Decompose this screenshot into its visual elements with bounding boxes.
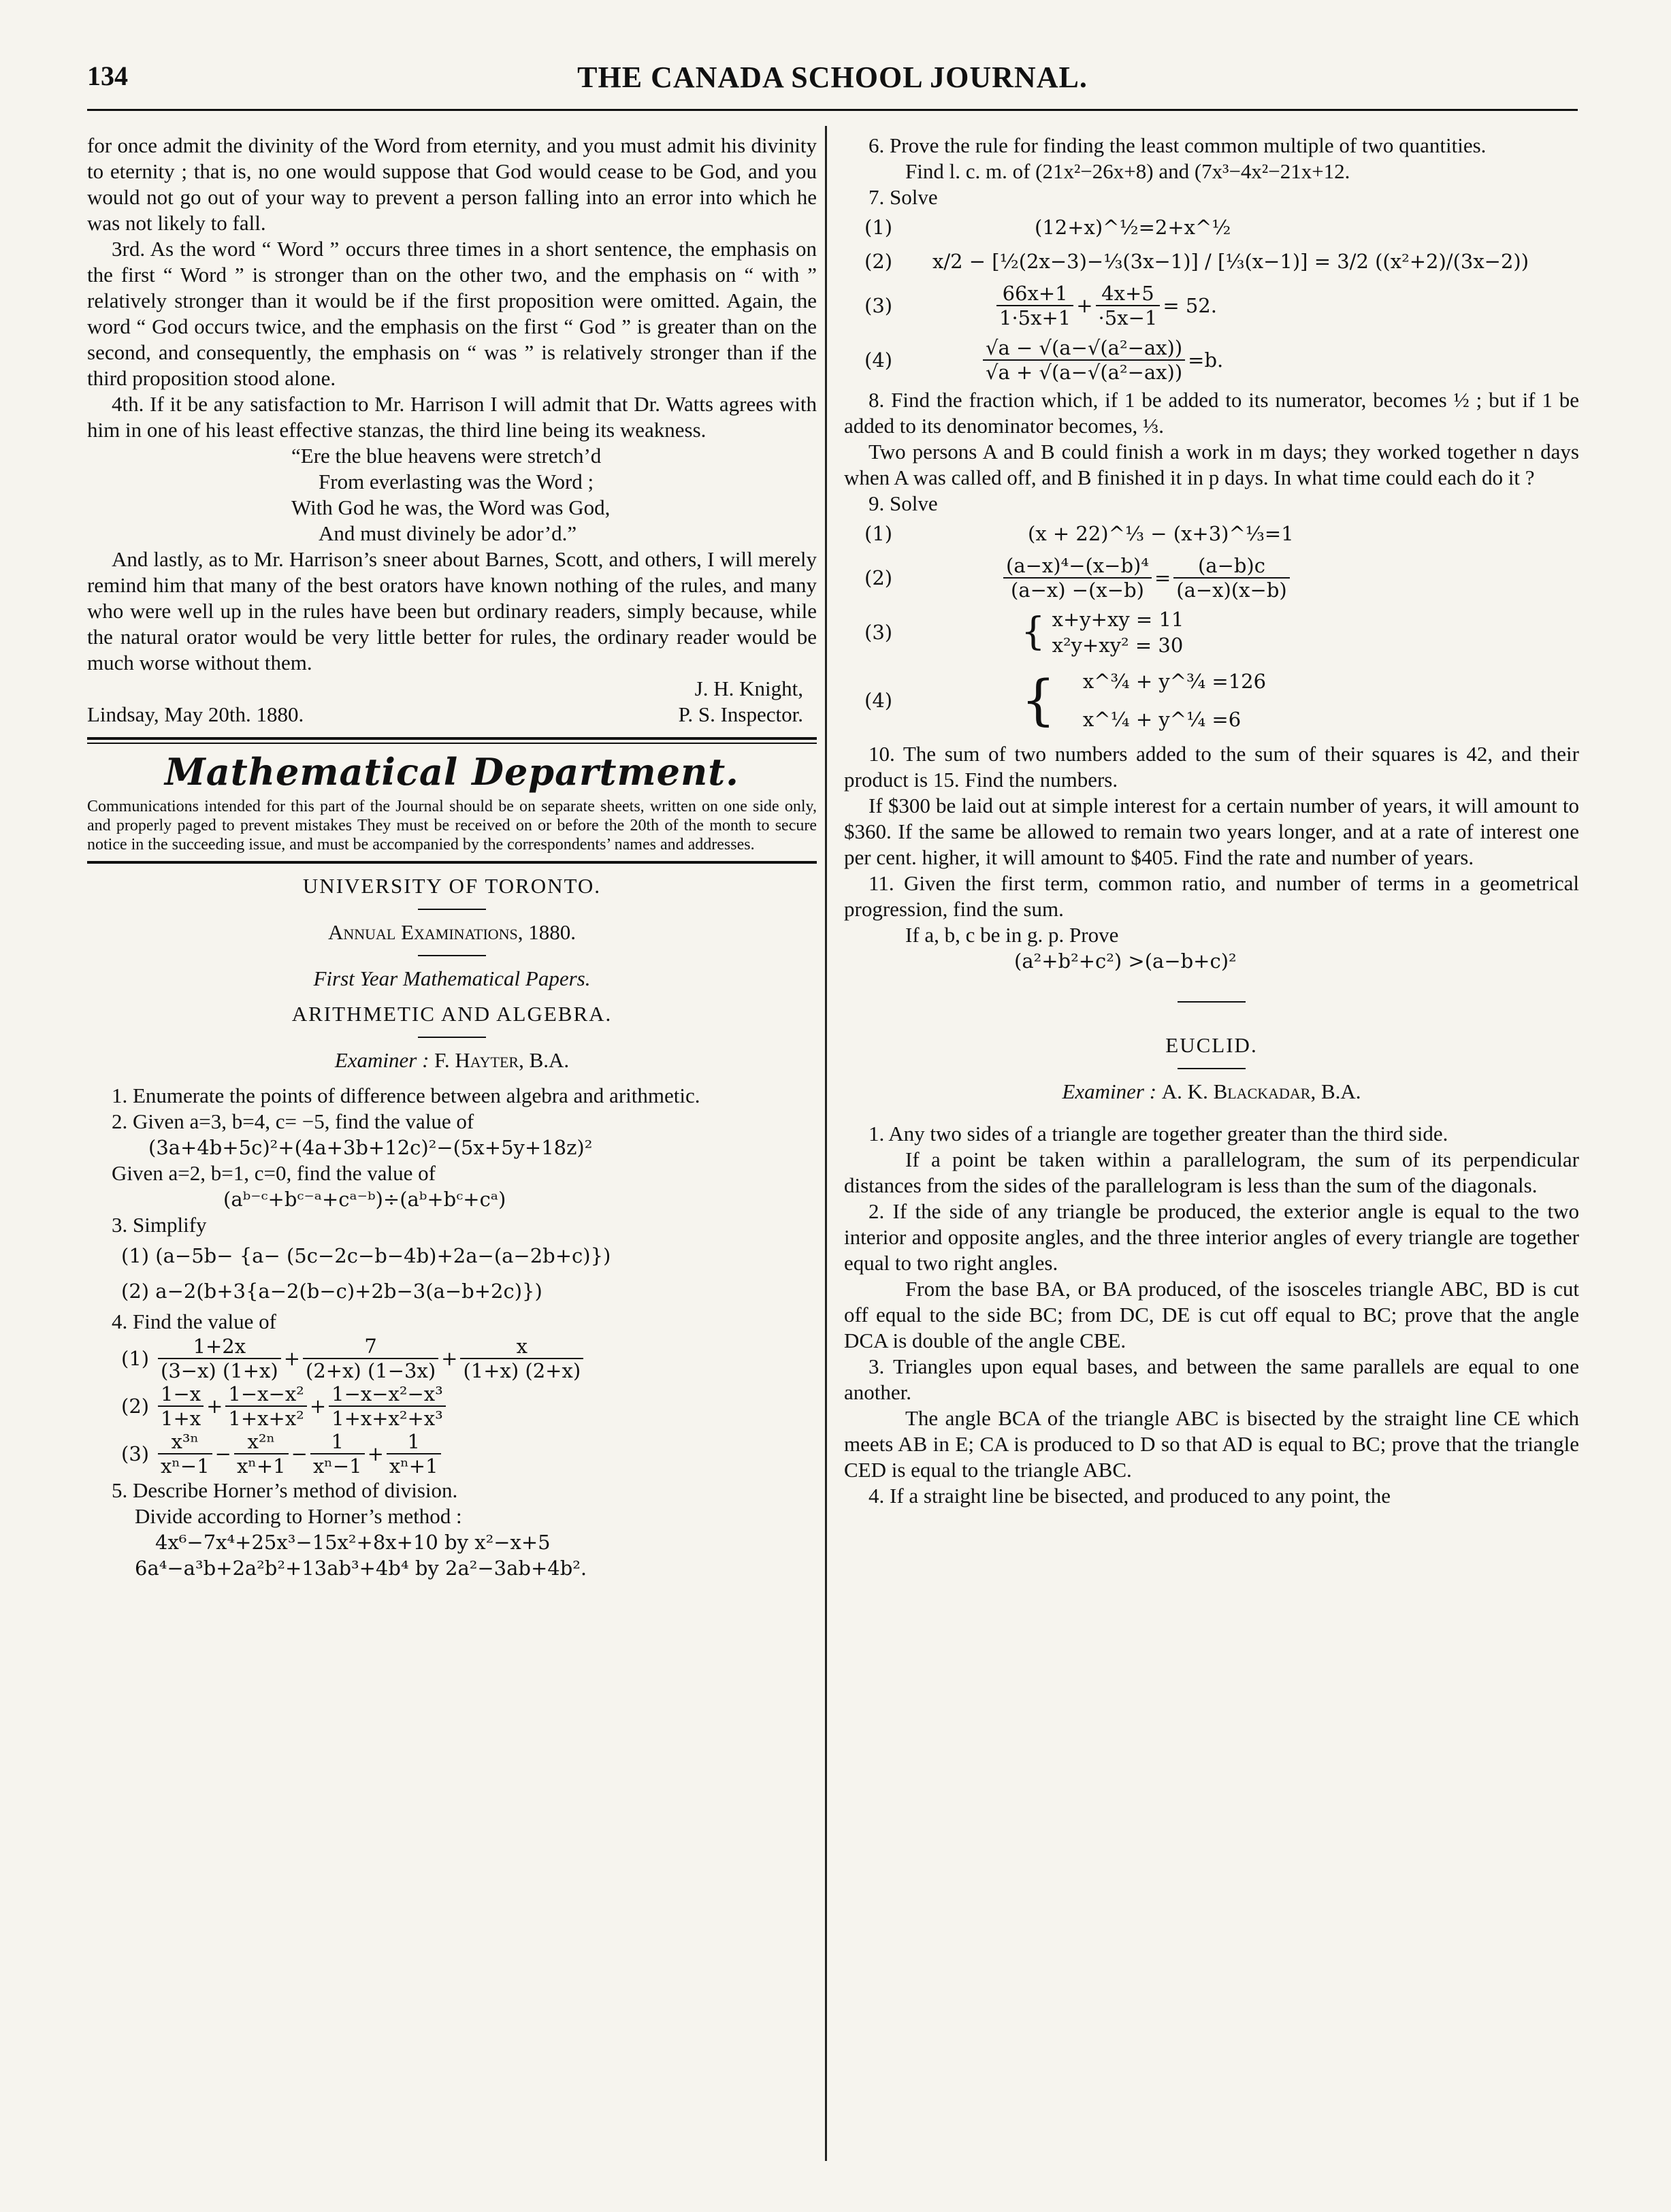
question-7: 7. Solve <box>869 185 938 209</box>
poem-line: With God he was, the Word was God, <box>291 495 611 519</box>
running-title: THE CANADA SCHOOL JOURNAL. <box>577 61 1088 94</box>
section-rule <box>87 737 817 740</box>
question-4-part-1: (1) $\frac{1+2x}{(3-x) (1+x)}$ + $\frac{7}{(2+x) (1-3x)}$ + $\frac{x}{(1+x) (2+x)}$ <box>87 1335 817 1382</box>
question-11-given: If a, b, c be in g. p. Prove <box>905 923 1119 947</box>
question-4-part-3: (3) $\frac{\text{x³ⁿ}}{\text{xⁿ−1}}$ − $\frac{\text{x²ⁿ}}{\text{xⁿ+1}}$ − $\frac{1}{\text{xⁿ−1}}$ + $\frac{1}{\text{xⁿ+1}}$ <box>87 1430 817 1478</box>
euclid-heading: EUCLID. <box>1165 1033 1258 1057</box>
euclid-question-2: 2. If the side of any triangle be produced, the exterior angle is equal to the two interior and opposite angles, and the three interior angles of every triangle are together equal to two right angles. <box>844 1199 1579 1275</box>
university-heading: UNIVERSITY OF TORONTO. <box>302 874 602 898</box>
short-rule <box>418 1037 486 1038</box>
question-9-part-1: (1) (x + 22)^⅓ − (x+3)^⅓=1 <box>864 522 1294 545</box>
left-column <box>87 133 817 1581</box>
euclid-question-1-rider: If a point be taken within a parallelogram, the sum of its perpendicular distances from the sides of the parallelogram is less than the sum of the diagonals. <box>844 1148 1579 1197</box>
exam-heading: Annual Examinations, 1880. <box>327 920 577 944</box>
short-rule <box>418 955 486 956</box>
examiner-line <box>844 1079 1579 1105</box>
poem-line: “Ere the blue heavens were stretch’d <box>291 444 602 468</box>
letter-paragraph-3: 4th. If it be any satisfaction to Mr. Harrison I will admit that Dr. Watts agrees with him in one of his least effective stanzas, the third line being its weakness. <box>87 392 817 442</box>
letter-paragraph-1: for once admit the divinity of the Word from eternity, and you must admit his divinity to eternity ; that is, no one would suppose that God would cease to be God, and you would not go out of your way to prevent a person falling into an error into which he was not likely to fall. <box>87 133 817 235</box>
question-8: 8. Find the fraction which, if 1 be added to its numerator, becomes ½ ; but if 1 be added to its denominator becomes, ⅓. <box>844 388 1579 438</box>
section-rule <box>87 743 817 744</box>
question-2-given: Given a=2, b=1, c=0, find the value of <box>112 1161 436 1185</box>
examiner-name: F. Hayter, B.A. <box>434 1048 570 1072</box>
question-5-expression: 6a⁴−a³b+2a²b²+13ab³+4b⁴ by 2a²−3ab+4b². <box>135 1557 587 1580</box>
poem-line: And must divinely be ador’d.” <box>319 521 577 545</box>
hymn-stanza <box>87 443 817 547</box>
question-7-part-2: (2) x/2 − [½(2x−3)−⅓(3x−1)] / [⅓(x−1)] = 3/2 ((x²+2)/(3x−2)) <box>864 250 1529 273</box>
question-11: 11. Given the first term, common ratio, and number of terms in a geometrical progression, find the sum. <box>844 871 1579 921</box>
euclid-question-4: 4. If a straight line be bisected, and produced to any point, the <box>869 1484 1391 1508</box>
question-7-part-4: (4) $\frac{\text{√a − √(a−√(a²−ax))}}{\text{√a + √(a−√(a²−ax))}}$ =b. <box>864 336 1224 384</box>
short-rule <box>1178 1068 1246 1069</box>
page-header <box>87 60 1578 108</box>
short-rule <box>418 909 486 910</box>
question-2-expression: (3a+4b+5c)²+(4a+3b+12c)²−(5x+5y+18z)² <box>148 1136 593 1159</box>
question-7-part-3: (3) $\frac{66x+1}{1\cdot 5x+1}$ + $\frac{4x+5}{\cdot 5x-1}$ = 52. <box>864 282 1217 329</box>
question-2: 2. Given a=3, b=4, c= −5, find the value of <box>112 1109 474 1133</box>
signature-date: Lindsay, May 20th. 1880. <box>87 702 304 726</box>
question-10: 10. The sum of two numbers added to the sum of their squares is 42, and their product is 15. Find the numbers. <box>844 742 1579 792</box>
question-4-part-2: (2) $\frac{1-x}{1+x}$ + $\frac{\text{1−x−x²}}{\text{1+x+x²}}$ + $\frac{\text{1−x−x²−x³}}{\text{1+x+x²+x³}}$ <box>87 1382 817 1430</box>
submission-notice: Communications intended for this part of the Journal should be on separate sheets, written on one side only, and properly paged to prevent mistakes They must be received on or before the 20th of the month to secure notice in the succeeding issue, and must be accompanied by the correspondents’ names and addresses. <box>87 798 817 853</box>
letter-paragraph-2: 3rd. As the word “ Word ” occurs three times in a short sentence, the emphasis on the first “ Word ” is stronger than on the other two, and the emphasis on “ with ” relatively stronger than it would be if the first proposition were omitted. Again, the word “ God occurs twice, and the emphasis on the first “ God ” is greater than on the second, and consequently, the emphasis on “ was ” is relatively stronger than if the third proposition stood alone. <box>87 237 817 390</box>
examiner-label: Examiner : <box>1062 1079 1157 1103</box>
question-3-part-1: (1) (a−5b− {a− (5c−2c−b−4b)+2a−(a−2b+c)}) <box>121 1244 611 1267</box>
right-column <box>844 133 1579 1509</box>
question-11-inequality: (a²+b²+c²) >(a−b+c)² <box>1014 949 1237 973</box>
euclid-question-1: 1. Any two sides of a triangle are together greater than the third side. <box>869 1122 1448 1145</box>
poem-line: From everlasting was the Word ; <box>319 470 594 493</box>
question-6: 6. Prove the rule for finding the least common multiple of two quantities. <box>869 133 1487 157</box>
question-9-part-4: (4) { x^¾ + y^¾ =126 x^¼ + y^¼ =6 <box>864 668 1267 732</box>
question-6-lcm: Find l. c. m. of (21x²−26x+8) and (7x³−4x²−21x+12. <box>905 159 1350 183</box>
question-5-instruction: Divide according to Horner’s method : <box>135 1504 462 1528</box>
question-3: 3. Simplify <box>112 1213 207 1237</box>
question-10-interest: If $300 be laid out at simple interest for a certain number of years, it will amount to $360. If the same be allowed to remain two years longer, and at a rate of interest one per cent. higher, it will amount to $405. Find the rate and number of years. <box>844 794 1579 869</box>
euclid-question-3: 3. Triangles upon equal bases, and between the same parallels are equal to one another. <box>844 1354 1579 1404</box>
examiner-name: A. K. Blackadar, B.A. <box>1161 1079 1361 1103</box>
examiner-label: Examiner : <box>334 1048 429 1072</box>
question-9: 9. Solve <box>869 491 938 515</box>
question-5-expression: 4x⁶−7x⁴+25x³−15x²+8x+10 by x²−x+5 <box>155 1531 551 1554</box>
question-7-part-1: (1) (12+x)^½=2+x^½ <box>864 216 1231 239</box>
signature-name: J. H. Knight, <box>694 677 803 700</box>
question-4: 4. Find the value of <box>112 1310 276 1333</box>
signature-title: P. S. Inspector. <box>678 702 803 726</box>
question-9-part-3: (3) { x+y+xy = 11 x²y+xy² = 30 <box>864 608 1184 657</box>
signature-row <box>87 702 817 728</box>
question-9-part-2: (2) $\frac{\text{(a−x)⁴−(x−b)⁴}}{(a-x) -(x-b)}$ = $\frac{(a-b)c}{(a-x)(x-b)}$ <box>844 551 1579 605</box>
column-divider <box>825 126 827 2161</box>
examiner-line <box>87 1047 817 1073</box>
subject-heading: ARITHMETIC AND ALGEBRA. <box>291 1002 613 1026</box>
letter-paragraph-4: And lastly, as to Mr. Harrison’s sneer about Barnes, Scott, and others, I will merely remind him that many of the best orators have known nothing of the rules, and many who were well up in the rules have been but ordinary readers, simply because, while the natural orator would be very little better for rules, the ordinary reader would be much worse without them. <box>87 547 817 674</box>
department-title: Mathematical Department. <box>165 750 739 794</box>
question-2-expression: (aᵇ⁻ᶜ+bᶜ⁻ᵃ+cᵃ⁻ᵇ)÷(aᵇ+bᶜ+cᵃ) <box>223 1188 506 1211</box>
question-3-part-2: (2) a−2(b+3{a−2(b−c)+2b−3(a−b+2c)}) <box>121 1280 542 1303</box>
question-1: 1. Enumerate the points of difference between algebra and arithmetic. <box>112 1084 700 1107</box>
euclid-question-3-rider: The angle BCA of the triangle ABC is bisected by the straight line CE which meets AB in E; CA is produced to D so that AD is equal to BC; prove that the triangle CED is equal to the triangle ABC. <box>844 1406 1579 1482</box>
question-5: 5. Describe Horner’s method of division. <box>112 1478 458 1502</box>
papers-heading: First Year Mathematical Papers. <box>313 966 591 990</box>
header-rule <box>87 109 1578 111</box>
page-number: 134 <box>87 61 128 91</box>
euclid-question-2-rider: From the base BA, or BA produced, of the isosceles triangle ABC, BD is cut off equal to the side BC; from DC, DE is cut off equal to BC; prove that the angle DCA is double of the angle CBE. <box>844 1277 1579 1352</box>
short-rule <box>1178 1001 1246 1003</box>
question-8-work: Two persons A and B could finish a work in m days; they worked together n days when A was called off, and B finished it in p days. In what time could each do it ? <box>844 440 1579 489</box>
